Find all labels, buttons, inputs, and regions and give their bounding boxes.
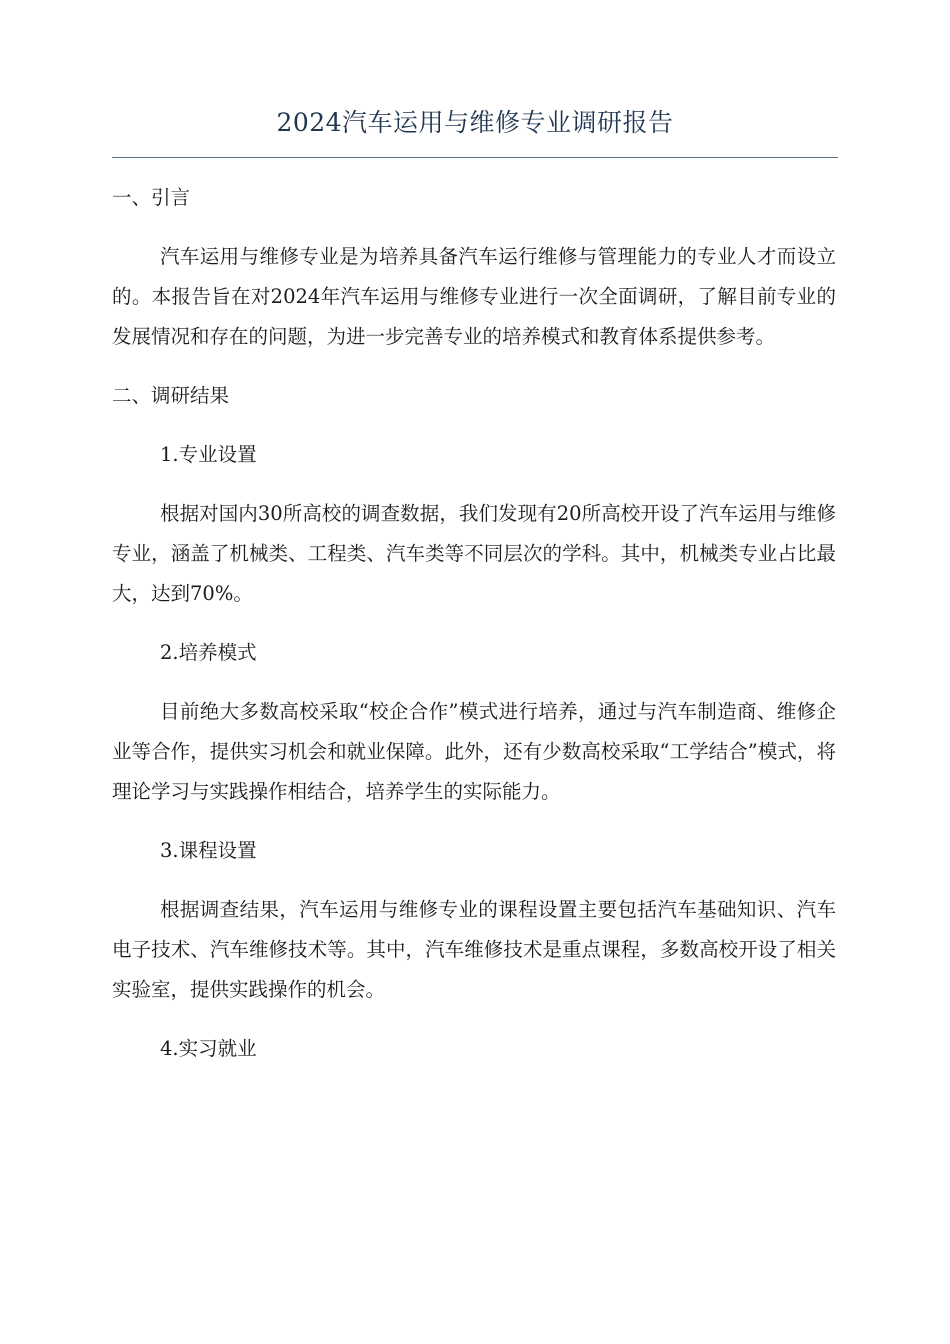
paragraph-training-mode: 目前绝大多数高校采取“校企合作”模式进行培养，通过与汽车制造商、维修企业等合作，提供实习机会和就业保障。此外，还有少数高校采取“工学结合”模式，将理论学习与实践操作相结合，培养学生的实际能力。	[112, 700, 836, 803]
section-heading-intro: 一、引言	[112, 186, 191, 209]
title-divider	[112, 157, 838, 158]
intro-paragraph: 汽车运用与维修专业是为培养具备汽车运行维修与管理能力的专业人才而设立的。本报告旨在对2024年汽车运用与维修专业进行一次全面调研，了解目前专业的发展情况和存在的问题，为进一步完善专业的培养模式和教育体系提供参考。	[112, 245, 836, 348]
section-heading-results: 二、调研结果	[112, 384, 230, 407]
document-body	[112, 178, 836, 1069]
subheading-internship-employment: 4.实习就业	[160, 1037, 257, 1060]
subheading-major-setup: 1.专业设置	[160, 443, 257, 466]
subheading-training-mode: 2.培养模式	[160, 641, 257, 664]
paragraph-curriculum: 根据调查结果，汽车运用与维修专业的课程设置主要包括汽车基础知识、汽车电子技术、汽车维修技术等。其中，汽车维修技术是重点课程，多数高校开设了相关实验室，提供实践操作的机会。	[112, 898, 836, 1001]
document-title: 2024汽车运用与维修专业调研报告	[276, 108, 674, 137]
paragraph-major-setup: 根据对国内30所高校的调查数据，我们发现有20所高校开设了汽车运用与维修专业，涵盖了机械类、工程类、汽车类等不同层次的学科。其中，机械类专业占比最大，达到70%。	[112, 502, 836, 605]
subheading-curriculum: 3.课程设置	[160, 839, 257, 862]
